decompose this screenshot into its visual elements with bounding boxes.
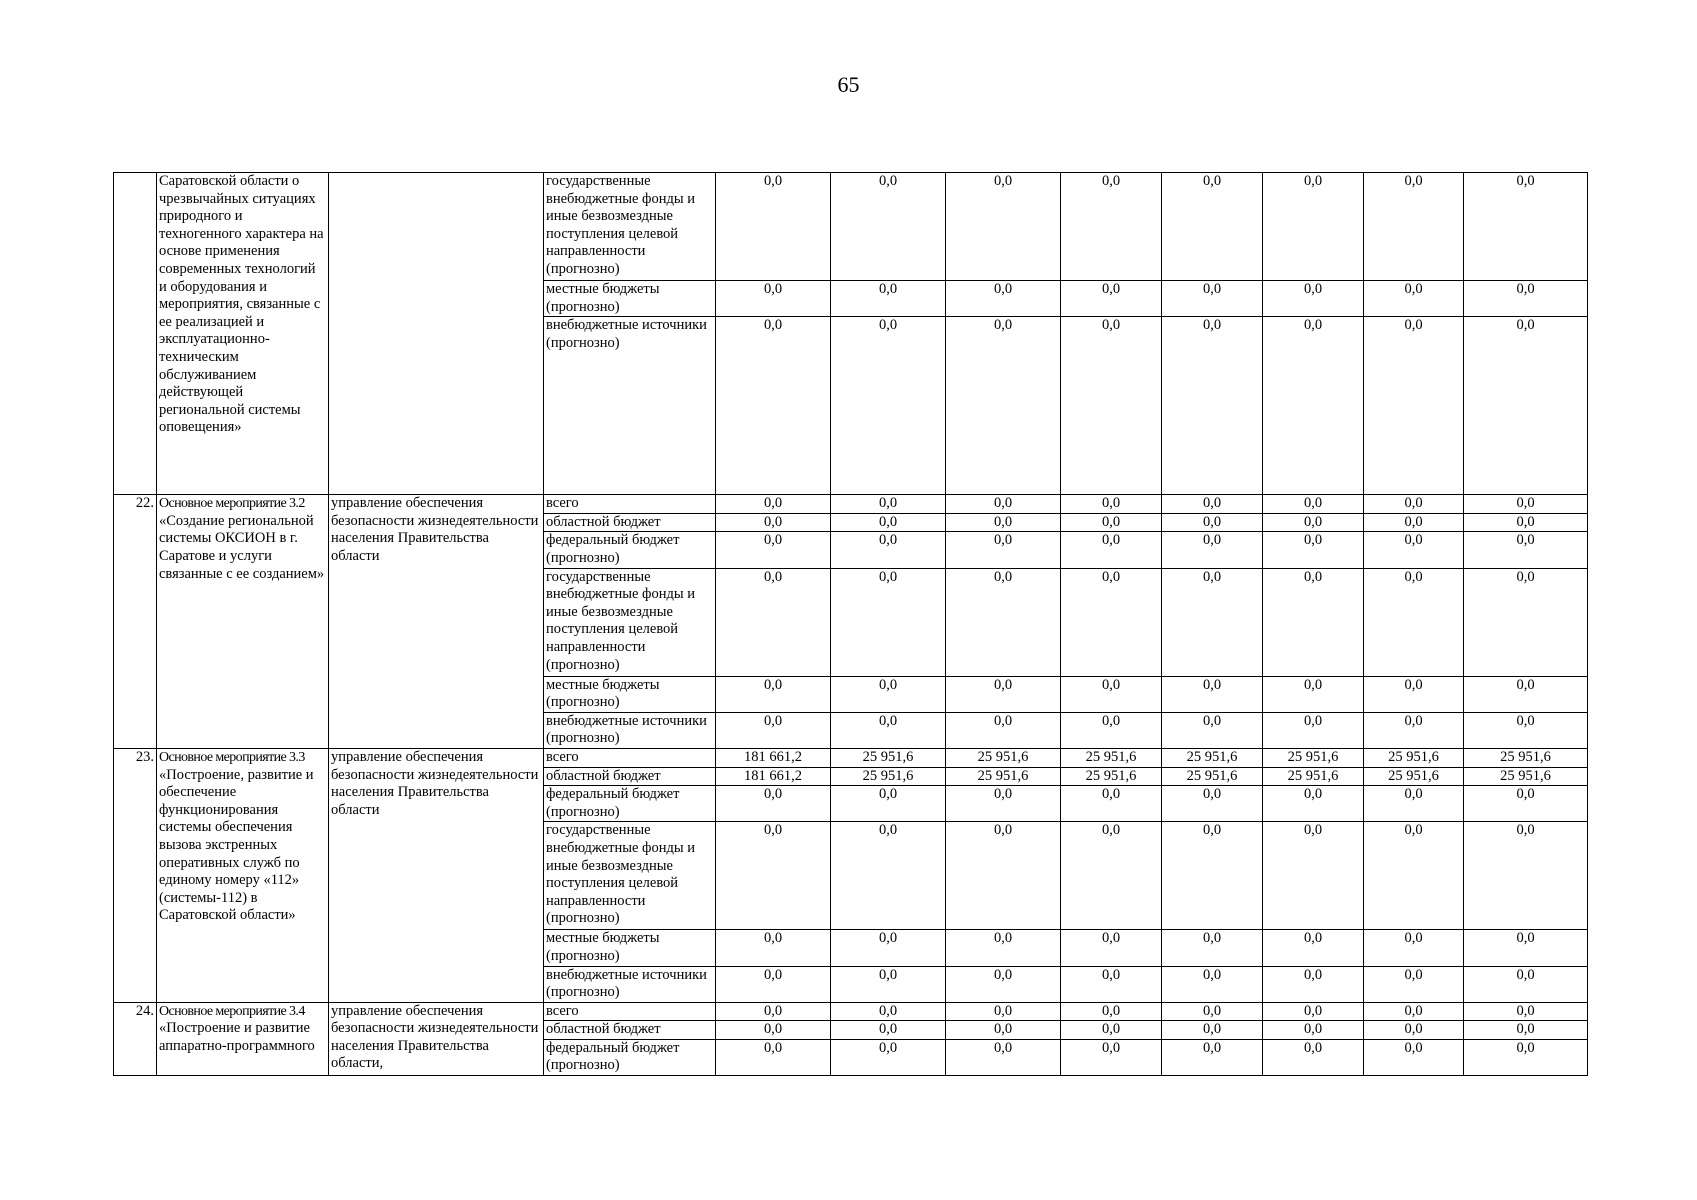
funding-value: 0,0: [1162, 676, 1263, 712]
funding-value: 0,0: [1162, 930, 1263, 966]
funding-source: федеральный бюджет (прогнозно): [544, 786, 716, 822]
funding-value: 0,0: [946, 281, 1061, 317]
funding-value: 0,0: [1061, 173, 1162, 281]
executor: управление обеспечения безопасности жизнедеятельности населения Правительства области: [329, 748, 544, 1002]
funding-value: 0,0: [946, 930, 1061, 966]
executor: управление обеспечения безопасности жизнедеятельности населения Правительства области,: [329, 1002, 544, 1075]
funding-value: 0,0: [1162, 712, 1263, 748]
funding-value: 0,0: [1464, 966, 1588, 1002]
executor: управление обеспечения безопасности жизнедеятельности населения Правительства области: [329, 495, 544, 749]
table-row: [114, 173, 1588, 281]
funding-value: 0,0: [1364, 1039, 1464, 1075]
funding-value: 0,0: [1061, 317, 1162, 495]
table-row: [114, 1002, 1588, 1021]
funding-value: 0,0: [946, 966, 1061, 1002]
funding-source: областной бюджет: [544, 513, 716, 532]
funding-value: 0,0: [831, 281, 946, 317]
funding-value: 0,0: [831, 1021, 946, 1040]
funding-value: 0,0: [716, 930, 831, 966]
funding-value: 0,0: [1364, 1021, 1464, 1040]
funding-value: 0,0: [1464, 822, 1588, 930]
funding-value: 0,0: [1263, 281, 1364, 317]
funding-value: 25 951,6: [1364, 767, 1464, 786]
funding-value: 0,0: [946, 317, 1061, 495]
funding-value: 0,0: [1061, 786, 1162, 822]
funding-value: 0,0: [1162, 513, 1263, 532]
funding-value: 0,0: [1464, 281, 1588, 317]
activity-description: «Построение и развитие аппаратно-программного: [159, 1020, 315, 1054]
funding-value: 0,0: [1464, 317, 1588, 495]
funding-value: 25 951,6: [831, 767, 946, 786]
funding-value: 0,0: [1061, 281, 1162, 317]
funding-value: 0,0: [831, 173, 946, 281]
funding-source: местные бюджеты (прогнозно): [544, 676, 716, 712]
funding-value: 0,0: [946, 1039, 1061, 1075]
table-row: [114, 748, 1588, 767]
funding-source: федеральный бюджет (прогнозно): [544, 532, 716, 568]
funding-value: 0,0: [1061, 1021, 1162, 1040]
funding-value: 0,0: [716, 317, 831, 495]
funding-value: 0,0: [1162, 317, 1263, 495]
funding-source: местные бюджеты (прогнозно): [544, 930, 716, 966]
funding-source: внебюджетные источники (прогнозно): [544, 317, 716, 495]
funding-value: 0,0: [946, 532, 1061, 568]
funding-value: 0,0: [716, 495, 831, 514]
funding-value: 0,0: [1464, 1039, 1588, 1075]
funding-value: 0,0: [831, 317, 946, 495]
funding-value: 181 661,2: [716, 748, 831, 767]
funding-value: 181 661,2: [716, 767, 831, 786]
funding-value: 0,0: [1263, 822, 1364, 930]
funding-value: 0,0: [716, 513, 831, 532]
funding-source: областной бюджет: [544, 1021, 716, 1040]
funding-value: 0,0: [1364, 966, 1464, 1002]
executor: [329, 173, 544, 495]
funding-source: всего: [544, 748, 716, 767]
funding-value: 0,0: [1364, 495, 1464, 514]
funding-value: 0,0: [1061, 495, 1162, 514]
funding-value: 0,0: [946, 712, 1061, 748]
funding-source: местные бюджеты (прогнозно): [544, 281, 716, 317]
funding-value: 0,0: [1162, 1002, 1263, 1021]
funding-value: 0,0: [1162, 1039, 1263, 1075]
funding-value: 25 951,6: [1061, 767, 1162, 786]
activity-description: «Создание региональной системы ОКСИОН в г. Саратове и услуги связанные с ее созданием»: [159, 512, 325, 582]
funding-value: 0,0: [1263, 676, 1364, 712]
funding-value: 25 951,6: [1364, 748, 1464, 767]
row-number: 22.: [114, 495, 157, 749]
funding-value: 25 951,6: [1162, 767, 1263, 786]
funding-value: 0,0: [1263, 317, 1364, 495]
funding-value: 0,0: [1162, 173, 1263, 281]
funding-value: 0,0: [1464, 712, 1588, 748]
funding-value: 0,0: [946, 1021, 1061, 1040]
funding-source: государственные внебюджетные фонды и иные безвозмездные поступления целевой направленности (прогнозно): [544, 822, 716, 930]
funding-value: 0,0: [1364, 173, 1464, 281]
budget-table: [113, 172, 1588, 1076]
funding-source: областной бюджет: [544, 767, 716, 786]
funding-value: 0,0: [1364, 1002, 1464, 1021]
funding-value: 0,0: [716, 1039, 831, 1075]
funding-value: 0,0: [946, 513, 1061, 532]
funding-value: 0,0: [1464, 568, 1588, 676]
funding-value: 0,0: [1263, 712, 1364, 748]
funding-value: 0,0: [831, 513, 946, 532]
funding-value: 0,0: [831, 1039, 946, 1075]
page-number: 65: [837, 72, 860, 97]
funding-value: 0,0: [1464, 1021, 1588, 1040]
funding-value: 0,0: [1364, 712, 1464, 748]
funding-value: 0,0: [1162, 786, 1263, 822]
funding-value: 0,0: [716, 1002, 831, 1021]
funding-value: 0,0: [1061, 966, 1162, 1002]
row-number: 24.: [114, 1002, 157, 1075]
activity-name: [157, 748, 329, 1002]
funding-value: 0,0: [1263, 513, 1364, 532]
funding-value: 25 951,6: [1263, 748, 1364, 767]
funding-value: 0,0: [1464, 930, 1588, 966]
activity-name: [157, 173, 329, 495]
funding-value: 0,0: [1162, 495, 1263, 514]
funding-value: 0,0: [1162, 1021, 1263, 1040]
funding-value: 0,0: [1061, 532, 1162, 568]
funding-value: 0,0: [1162, 822, 1263, 930]
funding-source: государственные внебюджетные фонды и иные безвозмездные поступления целевой направленности (прогнозно): [544, 173, 716, 281]
funding-value: 0,0: [1263, 1021, 1364, 1040]
funding-value: 0,0: [716, 966, 831, 1002]
funding-value: 0,0: [716, 532, 831, 568]
funding-value: 0,0: [1061, 513, 1162, 532]
funding-value: 25 951,6: [831, 748, 946, 767]
funding-value: 0,0: [1263, 966, 1364, 1002]
funding-value: 0,0: [1364, 822, 1464, 930]
funding-value: 0,0: [1061, 712, 1162, 748]
funding-value: 0,0: [946, 173, 1061, 281]
funding-value: 0,0: [831, 712, 946, 748]
table-row: [114, 495, 1588, 514]
funding-value: 0,0: [1263, 786, 1364, 822]
funding-value: 0,0: [1263, 930, 1364, 966]
activity-name: [157, 495, 329, 749]
funding-value: 25 951,6: [946, 748, 1061, 767]
funding-value: 0,0: [716, 173, 831, 281]
funding-value: 0,0: [716, 822, 831, 930]
funding-value: 0,0: [716, 786, 831, 822]
funding-value: 0,0: [1162, 568, 1263, 676]
funding-value: 0,0: [1061, 1039, 1162, 1075]
funding-value: 0,0: [1061, 822, 1162, 930]
funding-value: 0,0: [1162, 281, 1263, 317]
funding-value: 0,0: [1162, 966, 1263, 1002]
funding-value: 0,0: [1364, 930, 1464, 966]
funding-value: 0,0: [1162, 532, 1263, 568]
funding-value: 0,0: [1464, 513, 1588, 532]
funding-value: 0,0: [1464, 532, 1588, 568]
funding-value: 0,0: [831, 786, 946, 822]
funding-value: 0,0: [831, 930, 946, 966]
funding-value: 0,0: [831, 532, 946, 568]
funding-value: 25 951,6: [1464, 767, 1588, 786]
funding-value: 0,0: [946, 568, 1061, 676]
funding-value: 0,0: [1061, 1002, 1162, 1021]
activity-code: Основное мероприятие 3.3: [159, 749, 305, 765]
funding-value: 0,0: [831, 568, 946, 676]
funding-value: 0,0: [1263, 532, 1364, 568]
funding-value: 0,0: [1061, 676, 1162, 712]
funding-value: 25 951,6: [1162, 748, 1263, 767]
funding-value: 0,0: [831, 495, 946, 514]
funding-value: 0,0: [716, 568, 831, 676]
funding-value: 0,0: [1061, 930, 1162, 966]
activity-code: Основное мероприятие 3.2: [159, 496, 305, 512]
activity-description: «Построение, развитие и обеспечение функционирования системы обеспечения вызова экстренных оперативных служб по единому номеру «112» (системы-112) в Саратовской области»: [159, 766, 314, 924]
funding-value: 0,0: [1364, 317, 1464, 495]
funding-value: 0,0: [1464, 495, 1588, 514]
row-number: [114, 173, 157, 495]
funding-value: 25 951,6: [946, 767, 1061, 786]
funding-value: 0,0: [1263, 1039, 1364, 1075]
funding-value: 25 951,6: [1464, 748, 1588, 767]
funding-value: 0,0: [831, 966, 946, 1002]
funding-value: 0,0: [946, 495, 1061, 514]
funding-value: 0,0: [716, 1021, 831, 1040]
funding-value: 0,0: [716, 281, 831, 317]
funding-value: 0,0: [831, 1002, 946, 1021]
funding-value: 0,0: [1061, 568, 1162, 676]
funding-value: 0,0: [1464, 676, 1588, 712]
activity-name: [157, 1002, 329, 1075]
funding-value: 0,0: [716, 676, 831, 712]
funding-value: 0,0: [1464, 173, 1588, 281]
funding-value: 0,0: [1364, 568, 1464, 676]
funding-value: 0,0: [1364, 676, 1464, 712]
activity-description: Саратовской области о чрезвычайных ситуациях природного и техногенного характера на основе применения современных технологий и оборудования и мероприятия, связанные с ее реализацией и эксплуатационно-техническим обслуживанием действующей региональной системы оповещения»: [159, 173, 324, 436]
funding-value: 0,0: [831, 676, 946, 712]
funding-source: государственные внебюджетные фонды и иные безвозмездные поступления целевой направленности (прогнозно): [544, 568, 716, 676]
funding-value: 0,0: [1364, 281, 1464, 317]
funding-source: федеральный бюджет (прогнозно): [544, 1039, 716, 1075]
funding-value: 0,0: [1364, 513, 1464, 532]
row-number: 23.: [114, 748, 157, 1002]
funding-value: 0,0: [946, 1002, 1061, 1021]
funding-source: всего: [544, 495, 716, 514]
funding-value: 0,0: [1263, 495, 1364, 514]
funding-value: 0,0: [1263, 173, 1364, 281]
funding-source: всего: [544, 1002, 716, 1021]
activity-code: Основное мероприятие 3.4: [159, 1003, 305, 1019]
funding-value: 0,0: [1263, 568, 1364, 676]
funding-value: 0,0: [1364, 786, 1464, 822]
funding-value: 25 951,6: [1263, 767, 1364, 786]
funding-value: 0,0: [716, 712, 831, 748]
table-body: [114, 173, 1588, 1076]
funding-source: внебюджетные источники (прогнозно): [544, 966, 716, 1002]
funding-value: 0,0: [1464, 786, 1588, 822]
funding-value: 0,0: [1364, 532, 1464, 568]
funding-value: 0,0: [1464, 1002, 1588, 1021]
funding-value: 0,0: [946, 786, 1061, 822]
funding-value: 0,0: [1263, 1002, 1364, 1021]
funding-value: 0,0: [946, 676, 1061, 712]
funding-source: внебюджетные источники (прогнозно): [544, 712, 716, 748]
funding-value: 0,0: [831, 822, 946, 930]
funding-value: 25 951,6: [1061, 748, 1162, 767]
funding-value: 0,0: [946, 822, 1061, 930]
